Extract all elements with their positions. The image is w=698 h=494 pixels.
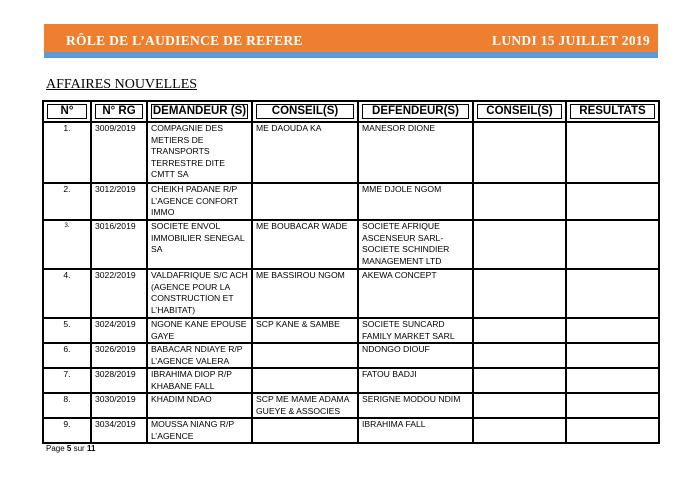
case-conseil-demandeur: ME DAOUDA KA [252,122,358,183]
case-rg: 3028/2019 [91,368,147,393]
case-defendeur: MME DJOLE NGOM [358,183,473,220]
table-header-row [43,101,659,122]
case-rg: 3026/2019 [91,343,147,368]
case-number: 5. [43,318,91,343]
case-rg: 3009/2019 [91,122,147,183]
case-demandeur: SOCIETE ENVOL IMMOBILIER SENEGAL SA [147,220,252,269]
col-header-defendeur: DEFENDEUR(S) [358,101,473,122]
case-conseil-defendeur [473,393,566,418]
case-conseil-defendeur [473,343,566,368]
case-resultat [566,122,659,183]
case-defendeur: SOCIETE SUNCARD FAMILY MARKET SARL [358,318,473,343]
case-conseil-defendeur [473,122,566,183]
case-rg: 3016/2019 [91,220,147,269]
case-demandeur: CHEIKH PADANE R/P L’AGENCE CONFORT IMMO [147,183,252,220]
case-conseil-demandeur [252,343,358,368]
col-header-resultats: RESULTATS [566,101,659,122]
case-defendeur: FATOU BADJI [358,368,473,393]
case-number: 6. [43,343,91,368]
case-conseil-defendeur [473,220,566,269]
case-conseil-defendeur [473,183,566,220]
document-title: RÔLE DE L’AUDIENCE DE REFERE [66,33,303,48]
col-header-demandeur: DEMANDEUR (S) [147,101,252,122]
case-conseil-demandeur: ME BOUBACAR WADE [252,220,358,269]
case-demandeur: KHADIM NDAO [147,393,252,418]
case-conseil-defendeur [473,269,566,318]
col-header-rg: N° RG [91,101,147,122]
case-number: 8. [43,393,91,418]
page-footer [46,444,95,453]
page-total: 11 [86,444,96,453]
table-row [43,393,659,418]
col-header-conseil-demandeur: CONSEIL(S) [252,101,358,122]
case-defendeur: NDONGO DIOUF [358,343,473,368]
table-row [43,368,659,393]
table-row [43,418,659,443]
case-defendeur: SOCIETE AFRIQUE ASCENSEUR SARL-SOCIETE SCHINDIER MANAGEMENT LTD [358,220,473,269]
case-resultat [566,393,659,418]
case-conseil-demandeur: ME BASSIROU NGOM [252,269,358,318]
col-header-num: N° [43,101,91,122]
case-rg: 3030/2019 [91,393,147,418]
case-conseil-demandeur [252,418,358,443]
case-rg: 3034/2019 [91,418,147,443]
case-defendeur: AKEWA CONCEPT [358,269,473,318]
page-label: Page [46,444,65,453]
case-conseil-demandeur [252,183,358,220]
col-header-conseil-defendeur: CONSEIL(S) [473,101,566,122]
case-resultat [566,269,659,318]
case-conseil-defendeur [473,418,566,443]
case-demandeur: NGONE KANE EPOUSE GAYE [147,318,252,343]
case-resultat [566,183,659,220]
case-resultat [566,220,659,269]
case-defendeur: IBRAHIMA FALL [358,418,473,443]
cases-table [42,100,660,444]
case-rg: 3024/2019 [91,318,147,343]
case-resultat [566,368,659,393]
case-conseil-defendeur [473,318,566,343]
case-number: 4. [43,269,91,318]
case-resultat [566,343,659,368]
case-number: 7. [43,368,91,393]
case-number: 9. [43,418,91,443]
hearing-date: LUNDI 15 JUILLET 2019 [492,33,650,48]
header-banner [44,24,658,58]
case-number: 1. [43,122,91,183]
case-demandeur: BABACAR NDIAYE R/P L’AGENCE VALERA [147,343,252,368]
section-title: AFFAIRES NOUVELLES [46,77,198,92]
case-number: 2. [43,183,91,220]
table-row [43,183,659,220]
case-rg: 3012/2019 [91,183,147,220]
case-demandeur: MOUSSA NIANG R/P L’AGENCE [147,418,252,443]
case-conseil-demandeur: SCP ME MAME ADAMA GUEYE & ASSOCIES [252,393,358,418]
case-conseil-demandeur: SCP KANE & SAMBE [252,318,358,343]
table-row [43,220,659,269]
case-rg: 3022/2019 [91,269,147,318]
page-number: 5 [66,444,72,453]
case-defendeur: MANESOR DIONE [358,122,473,183]
table-row [43,122,659,183]
table-row [43,318,659,343]
case-conseil-defendeur [473,368,566,393]
case-resultat [566,418,659,443]
case-number: 3. [43,220,91,269]
case-conseil-demandeur [252,368,358,393]
of-label: sur [73,444,85,453]
case-demandeur: VALDAFRIQUE S/C ACH (AGENCE POUR LA CONSTRUCTION ET L’HABITAT) [147,269,252,318]
table-row [43,343,659,368]
table-row [43,269,659,318]
case-resultat [566,318,659,343]
case-demandeur: IBRAHIMA DIOP R/P KHABANE FALL [147,368,252,393]
case-demandeur: COMPAGNIE DES METIERS DE TRANSPORTS TERRESTRE DITE CMTT SA [147,122,252,183]
case-defendeur: SERIGNE MODOU NDIM [358,393,473,418]
